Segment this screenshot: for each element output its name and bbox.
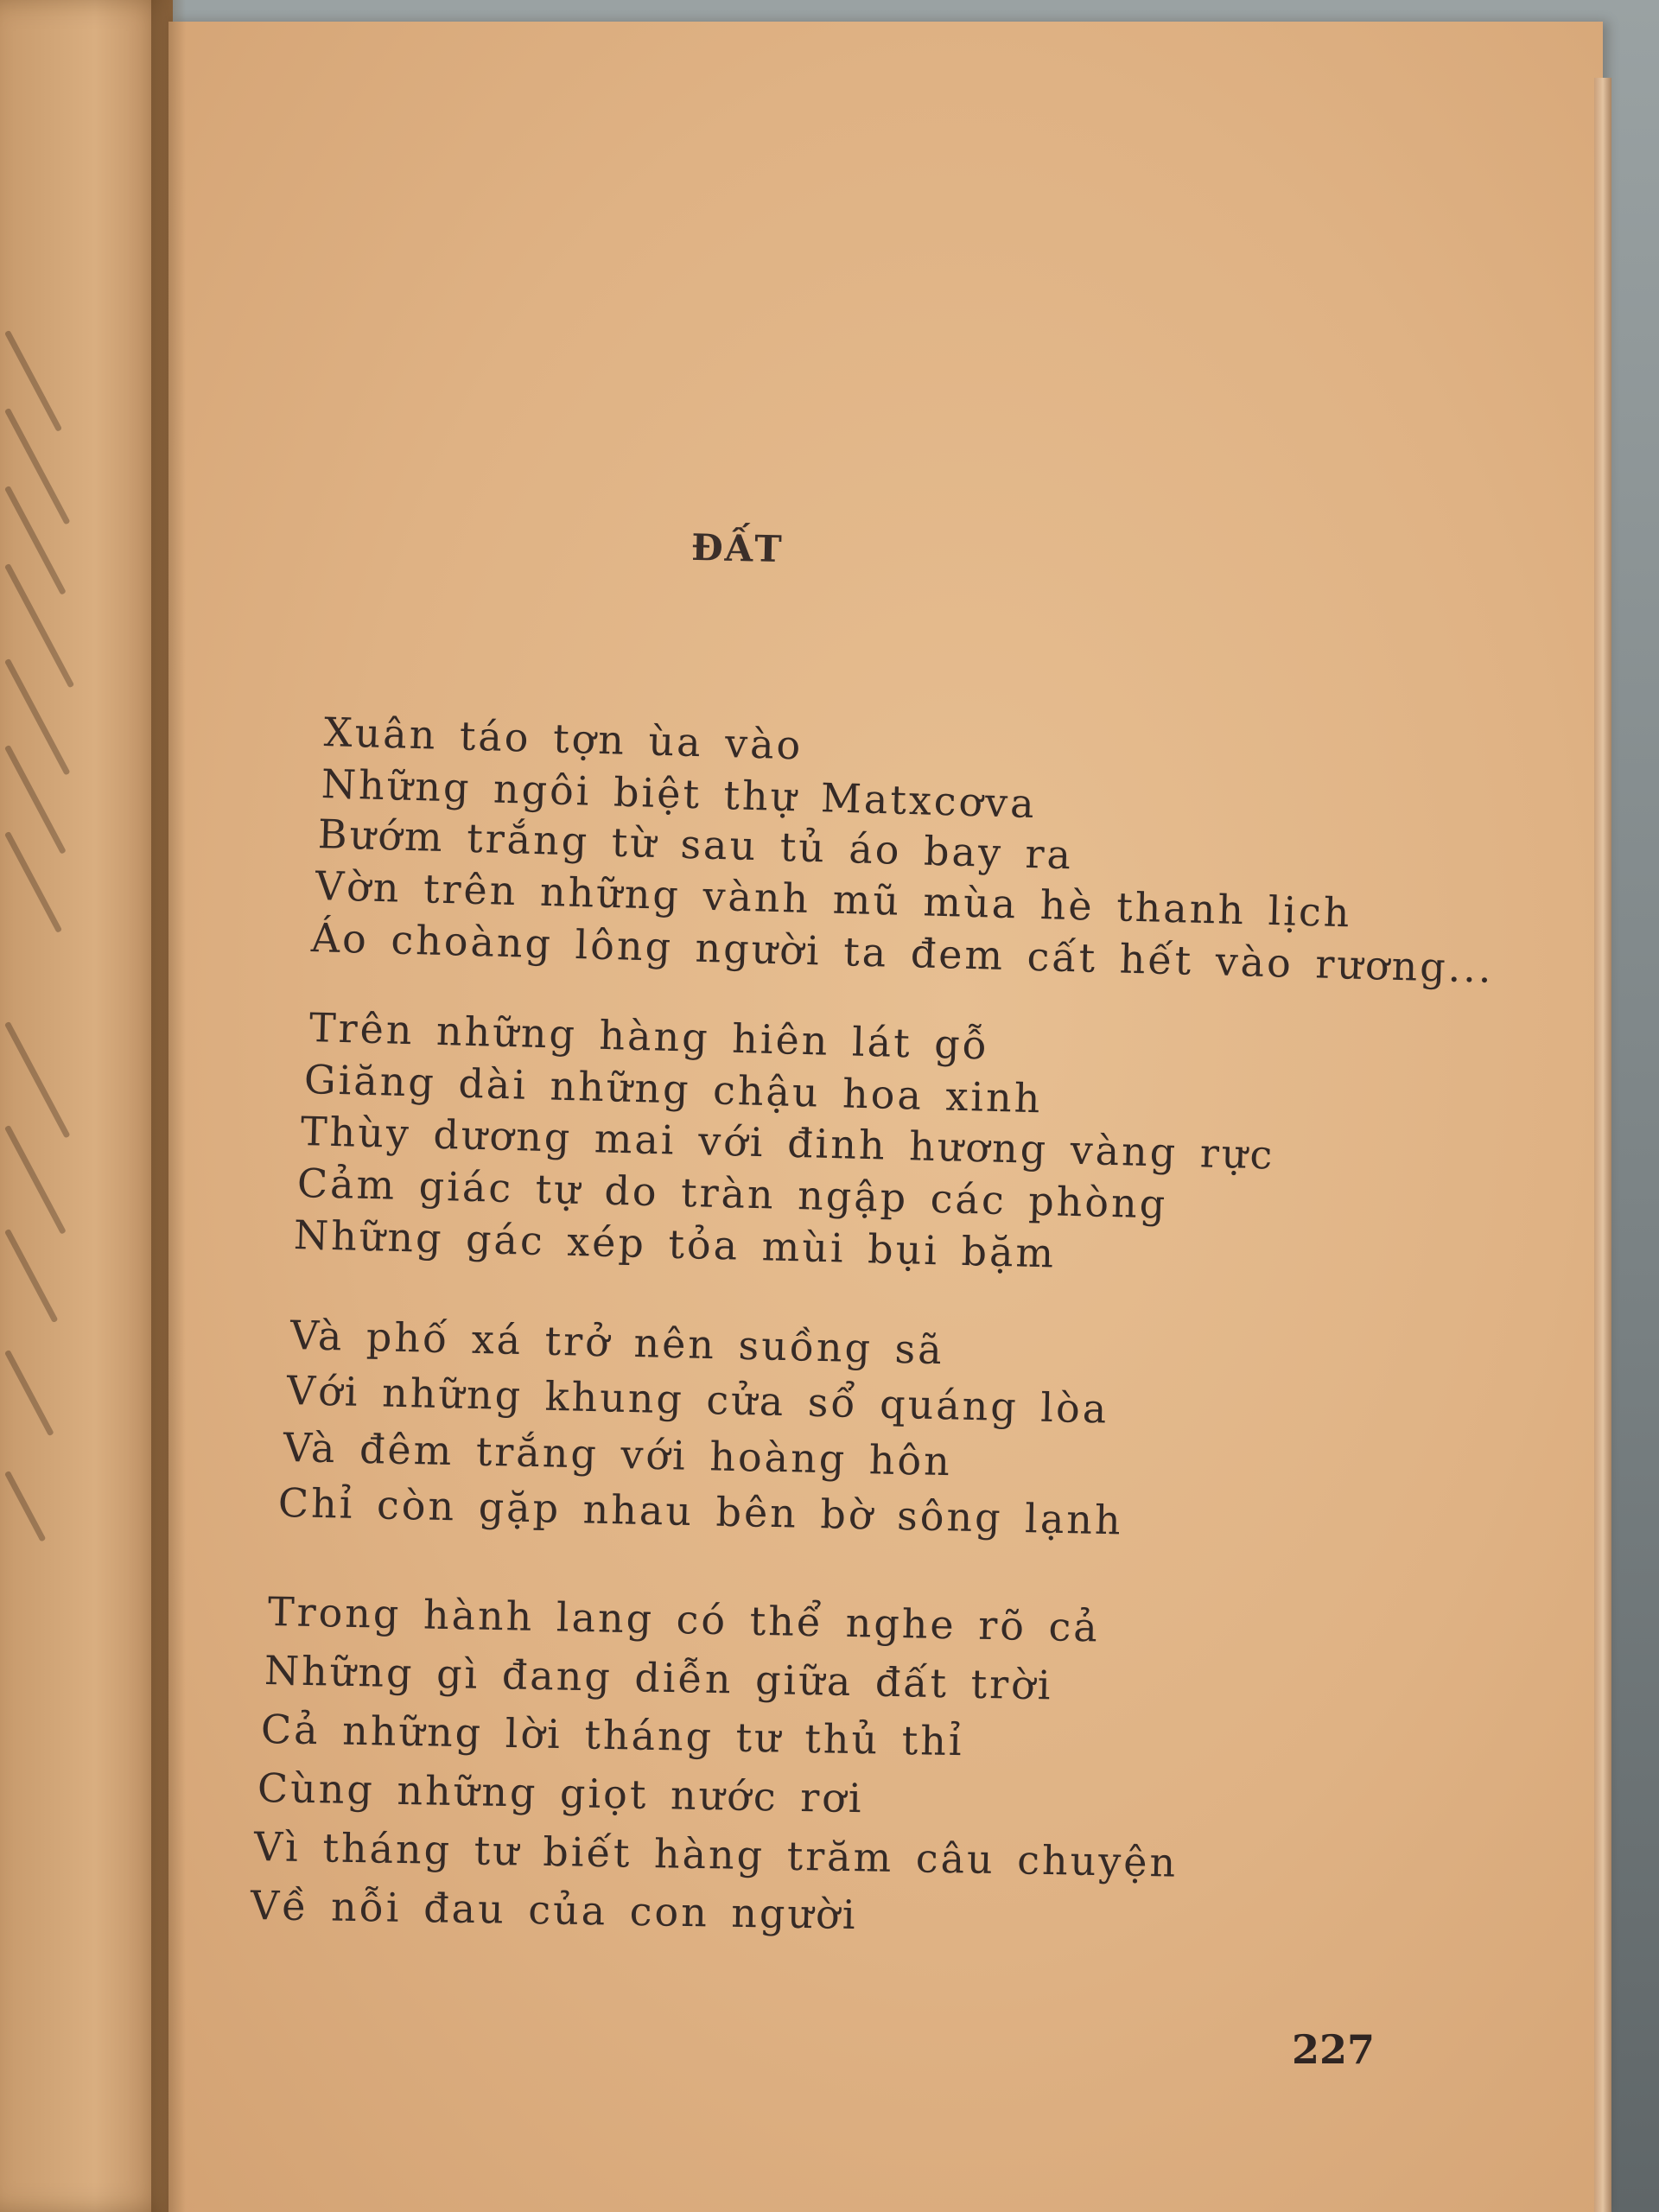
- poem-line: Áo choàng lông người ta đem cất hết vào rương...: [310, 914, 1495, 992]
- page-number: 227: [1292, 2026, 1376, 2073]
- poem-line: Cùng những giọt nước rơi: [257, 1764, 865, 1822]
- poem-line: Những gì đang diễn giữa đất trời: [264, 1647, 1054, 1709]
- poem-line: Những ngôi biệt thự Matxcơva: [321, 760, 1038, 828]
- poem-line: Về nỗi đau của con người: [250, 1882, 858, 1939]
- poem-line: Vì tháng tư biết hàng trăm câu chuyện: [253, 1823, 1179, 1886]
- poem-line: Và đêm trắng với hoàng hôn: [283, 1424, 953, 1485]
- poem-line: Cả những lời tháng tư thủ thỉ: [260, 1706, 965, 1765]
- poem-line: Giăng dài những chậu hoa xinh: [303, 1056, 1044, 1122]
- poem-line: Trong hành lang có thể nghe rõ cả: [267, 1588, 1101, 1651]
- poem-line: Vờn trên những vành mũ mùa hè thanh lịch: [315, 862, 1353, 937]
- poem-line: Trên những hàng hiên lát gỗ: [308, 1004, 990, 1069]
- poem-line: Và phố xá trở nên suồng sã: [289, 1312, 945, 1374]
- poem-title: ĐẤT: [690, 525, 785, 571]
- poem-line: Bướm trắng từ sau tủ áo bay ra: [317, 810, 1074, 879]
- poem-line: Chỉ còn gặp nhau bên bờ sông lạnh: [277, 1479, 1124, 1544]
- poem-line: Thùy dương mai với đinh hương vàng rực: [300, 1108, 1275, 1179]
- poem-line: Xuân táo tợn ùa vào: [323, 709, 804, 769]
- poem-line: Cảm giác tự do tràn ngập các phòng: [296, 1160, 1168, 1228]
- poem-line: Những gác xép tỏa mùi bụi bặm: [293, 1211, 1057, 1277]
- poem-line: Với những khung cửa sổ quáng lòa: [286, 1367, 1109, 1433]
